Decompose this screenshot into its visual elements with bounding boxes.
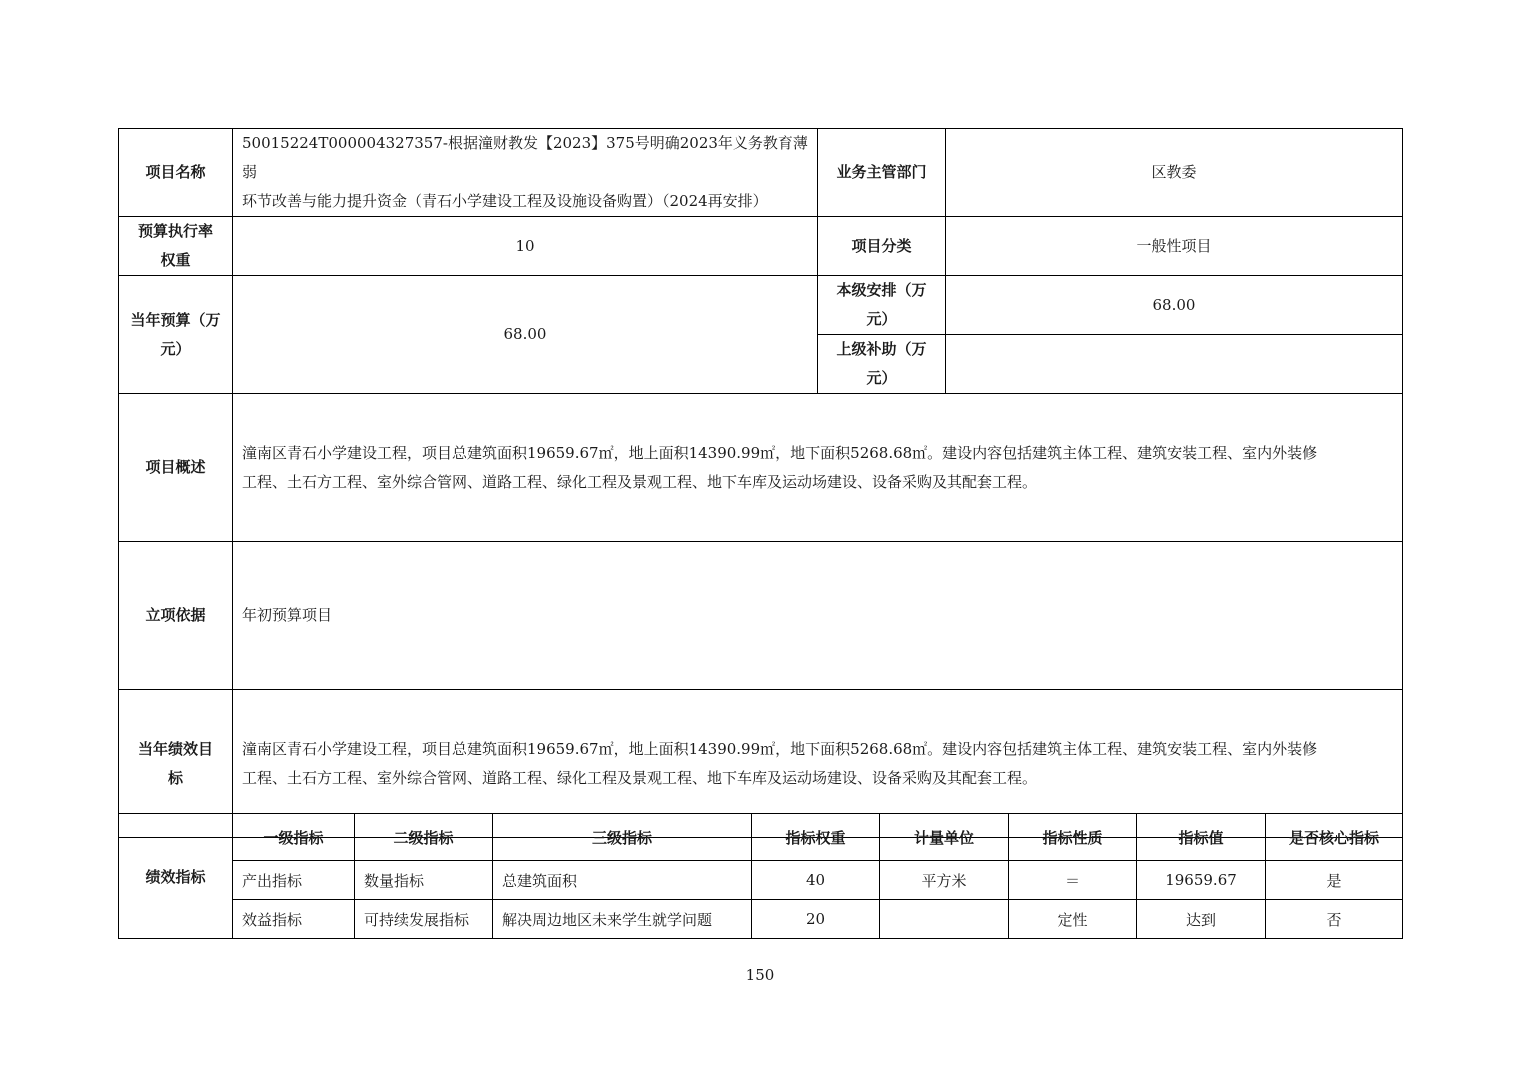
local-allocation-label-line-1: 本级安排（万 <box>836 281 927 299</box>
budget-value: 68.00 <box>233 276 818 394</box>
performance-header-row <box>119 814 1403 861</box>
budget-row-1 <box>119 276 1403 335</box>
row-2-level-3: 解决周边地区未来学生就学问题 <box>493 900 752 939</box>
basis-label: 立项依据 <box>119 542 233 690</box>
weight-value: 10 <box>233 217 818 276</box>
header-level-3-indicator: 三级指标 <box>493 814 752 861</box>
row-2-is-core: 否 <box>1266 900 1403 939</box>
category-label: 项目分类 <box>818 217 946 276</box>
budget-label-line-1: 当年预算（万 <box>130 310 221 329</box>
header-indicator-value: 指标值 <box>1137 814 1266 861</box>
header-indicator-weight: 指标权重 <box>752 814 880 861</box>
row-2-value: 达到 <box>1137 900 1266 939</box>
department-label: 业务主管部门 <box>818 129 946 217</box>
row-1-level-3: 总建筑面积 <box>493 861 752 900</box>
basis-value: 年初预算项目 <box>233 542 1403 690</box>
header-indicator-nature: 指标性质 <box>1009 814 1137 861</box>
project-name-value <box>233 129 818 217</box>
goal-label-line-1: 当年绩效目 <box>137 739 213 758</box>
performance-indicator-table <box>118 813 1403 939</box>
project-name-row <box>119 129 1403 217</box>
category-value: 一般性项目 <box>946 217 1403 276</box>
row-1-level-1: 产出指标 <box>233 861 355 900</box>
subsidy-value <box>946 335 1403 394</box>
row-1-nature: ＝ <box>1009 861 1137 900</box>
row-2-unit <box>880 900 1009 939</box>
row-2-level-2: 可持续发展指标 <box>355 900 493 939</box>
overview-line-2: 工程、土石方工程、室外综合管网、道路工程、绿化工程及景观工程、地下车库及运动场建设、设备采购及其配套工程。 <box>242 472 1038 491</box>
goal-line-2: 工程、土石方工程、室外综合管网、道路工程、绿化工程及景观工程、地下车库及运动场建设、设备采购及其配套工程。 <box>242 768 1038 787</box>
weight-label-line-1: 预算执行率 <box>137 222 213 240</box>
table-row <box>119 900 1403 939</box>
weight-label-line-2: 权重 <box>160 251 191 269</box>
weight-row <box>119 217 1403 276</box>
row-2-nature: 定性 <box>1009 900 1137 939</box>
row-2-weight: 20 <box>752 900 880 939</box>
overview-value <box>233 394 1403 542</box>
row-2-level-1: 效益指标 <box>233 900 355 939</box>
header-level-2-indicator: 二级指标 <box>355 814 493 861</box>
project-name-label: 项目名称 <box>119 129 233 217</box>
subsidy-label-line-1: 上级补助（万 <box>836 340 927 358</box>
header-level-1-indicator: 一级指标 <box>233 814 355 861</box>
table-row <box>119 861 1403 900</box>
local-allocation-label <box>818 276 946 335</box>
project-name-line-2: 环节改善与能力提升资金（青石小学建设工程及设施设备购置）（2024再安排） <box>242 192 768 210</box>
row-1-weight: 40 <box>752 861 880 900</box>
overview-row <box>119 394 1403 542</box>
subsidy-label-line-2: 元） <box>866 369 897 387</box>
local-allocation-value: 68.00 <box>946 276 1403 335</box>
subsidy-label <box>818 335 946 394</box>
row-1-unit: 平方米 <box>880 861 1009 900</box>
budget-label <box>119 276 233 394</box>
weight-label <box>119 217 233 276</box>
row-1-value: 19659.67 <box>1137 861 1266 900</box>
department-value: 区教委 <box>946 129 1403 217</box>
row-1-level-2: 数量指标 <box>355 861 493 900</box>
local-allocation-label-line-2: 元） <box>866 310 897 328</box>
goal-line-1: 潼南区青石小学建设工程，项目总建筑面积19659.67㎡，地上面积14390.99㎡，地下面积5268.68㎡。建设内容包括建筑主体工程、建筑安装工程、室内外装修 <box>242 739 1318 758</box>
project-name-line-1: 50015224T000004327357-根据潼财教发【2023】375号明确2023年义务教育薄弱 <box>242 134 808 181</box>
performance-section-label: 绩效指标 <box>119 814 233 939</box>
budget-label-line-2: 元） <box>160 339 191 358</box>
project-info-table <box>118 128 1403 838</box>
basis-row <box>119 542 1403 690</box>
row-1-is-core: 是 <box>1266 861 1403 900</box>
goal-label-line-2: 标 <box>167 768 183 787</box>
header-unit: 计量单位 <box>880 814 1009 861</box>
page-number: 150 <box>745 966 775 984</box>
overview-line-1: 潼南区青石小学建设工程，项目总建筑面积19659.67㎡，地上面积14390.99㎡，地下面积5268.68㎡。建设内容包括建筑主体工程、建筑安装工程、室内外装修 <box>242 443 1318 462</box>
header-is-core-indicator: 是否核心指标 <box>1266 814 1403 861</box>
overview-label: 项目概述 <box>119 394 233 542</box>
